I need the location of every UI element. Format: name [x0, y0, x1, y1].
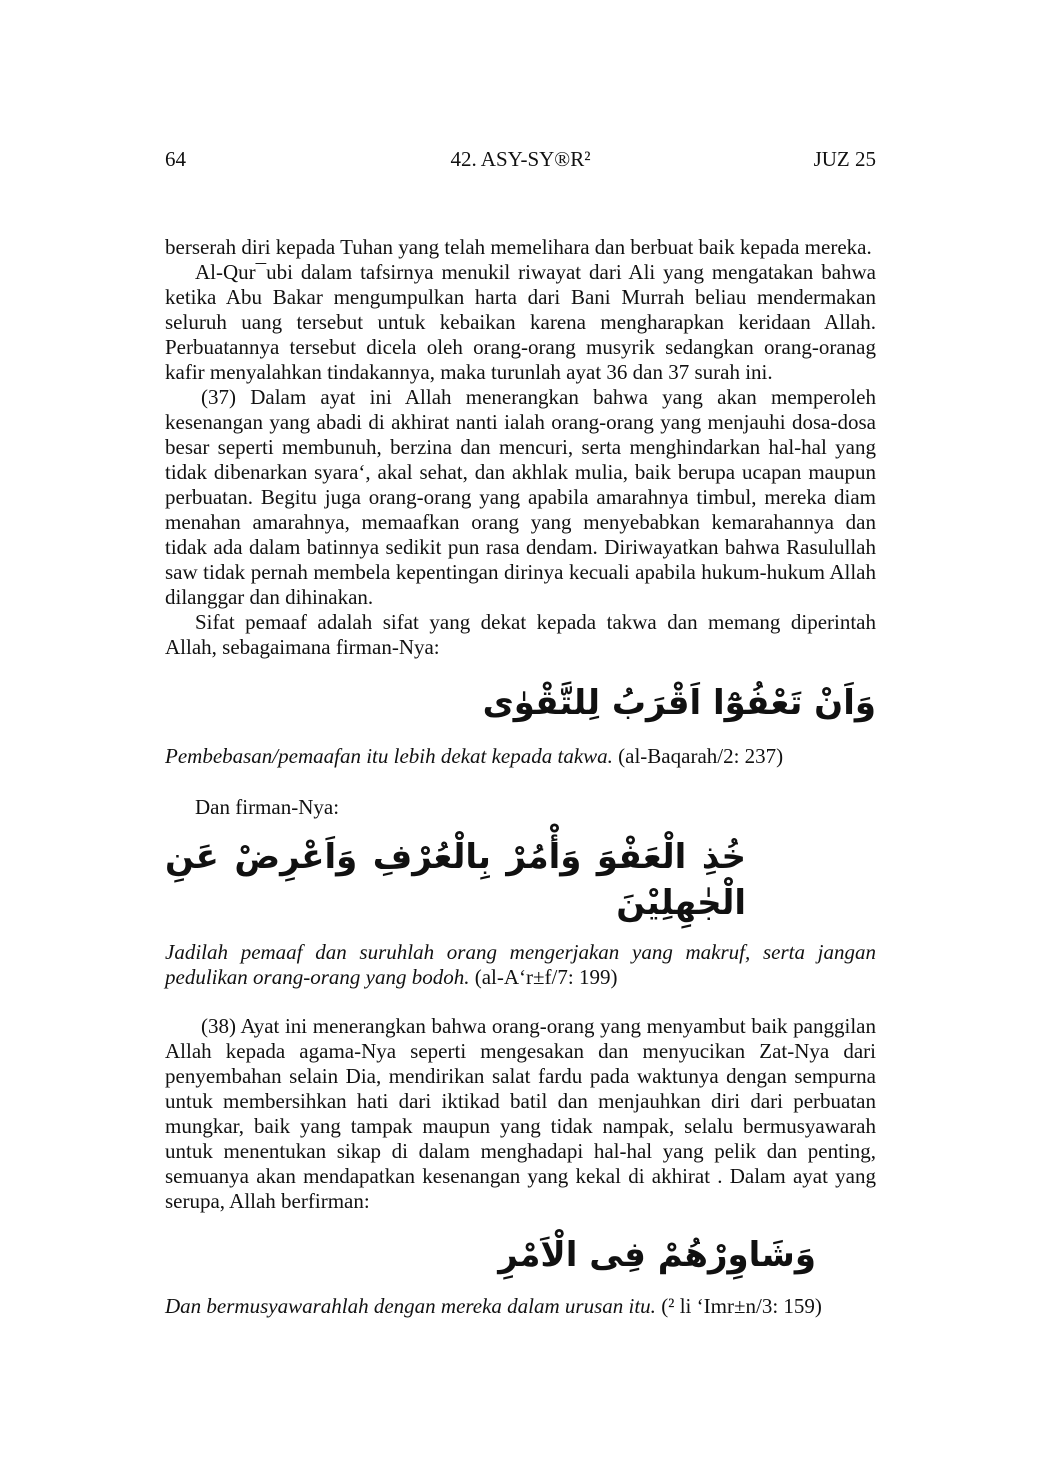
spacer: [165, 769, 876, 795]
page-header: [165, 145, 876, 175]
page-number: 64: [165, 147, 186, 171]
paragraph-continuation: berserah diri kepada Tuhan yang telah memelihara dan berbuat baik kepada mereka.: [165, 235, 872, 259]
translation-baqarah-text: Pembebasan/pemaafan itu lebih dekat kepada takwa.: [165, 744, 613, 768]
translation-araf: [165, 940, 876, 990]
reference-araf: (al-A‘r±f/7: 199): [469, 965, 618, 989]
spacer: [165, 990, 876, 1014]
paragraph-verse-38: (38) Ayat ini menerangkan bahwa orang-orang yang menyambut baik panggilan Allah kepada agama-Nya seperti mengesakan dan menyucikan Zat-Nya dari penyembahan selain Dia, mendirikan salat fardu pada waktunya dengan sempurna untuk membersihkan hati dari iktikad batil dan menjauhkan diri dari perbuatan mungkar, baik yang tampak maupun yang tidak nampak, selalu bermusyawarah untuk menentukan sikap di dalam menghadapi hal-hal yang pelik dan penting, semuanya akan mendapatkan kesenangan yang kekal di akhirat . Dalam ayat yang serupa, Allah berfirman:: [165, 1014, 876, 1213]
page-body: [165, 235, 876, 1319]
paragraph-qurtubi: Al-Qur¯ubi dalam tafsirnya menukil riwayat dari Ali yang mengatakan bahwa ketika Abu Bakar mengumpulkan harta dari Bani Murrah beliau mendermakan seluruh uang tersebut untuk kebaikan karena mengharapkan keridaan Allah. Perbuatannya tersebut dicela oleh orang-orang musyrik sedangkan orang-oranag kafir menyalahkan tindakannya, maka turunlah ayat 36 dan 37 surah ini.: [165, 260, 876, 384]
surah-title: 42. ASY-SY®R²: [450, 147, 591, 171]
juz-label: JUZ 25: [813, 147, 876, 171]
reference-baqarah: (al-Baqarah/2: 237): [612, 744, 784, 768]
reference-ali-imran: (² li ‘Imr±n/3: 159): [655, 1294, 822, 1318]
translation-ali-imran-text: Dan bermusyawarahlah dengan mereka dalam urusan itu.: [165, 1294, 656, 1318]
translation-ali-imran: [165, 1294, 876, 1319]
arabic-verse-baqarah: وَاَنْ تَعْفُوْٓا اَقْرَبُ لِلتَّقْوٰى: [482, 683, 876, 723]
translation-baqarah: [165, 744, 876, 769]
arabic-verse-araf: خُذِ الْعَفْوَ وَأْمُرْ بِالْعُرْفِ وَاَعْرِضْ عَنِ الْجٰهِلِيْنَ: [165, 837, 746, 923]
translation-araf-text: Jadilah pemaaf dan suruhlah orang mengerjakan yang makruf, serta jangan pedulikan orang-orang yang bodoh.: [165, 940, 876, 989]
paragraph-verse-37: (37) Dalam ayat ini Allah menerangkan bahwa yang akan memperoleh kesenangan yang abadi di akhirat nanti ialah orang-orang yang menjauhi dosa-dosa besar seperti membunuh, berzina dan mencuri, serta menghindarkan hal-hal yang tidak dibenarkan syara‘, akal sehat, dan akhlak mulia, baik berupa ucapan maupun perbuatan. Begitu juga orang-orang yang apabila amarahnya timbul, mereka diam menahan amarahnya, memaafkan orang yang menyebabkan kemarahannya dan tidak ada dalam batinnya sedikit pun rasa dendam. Diriwayatkan bahwa Rasulullah saw tidak pernah membela kepentingan dirinya kecuali apabila hukum-hukum Allah dilanggar dan dihinakan.: [165, 385, 876, 609]
paragraph-firman: Dan firman-Nya:: [195, 795, 340, 819]
arabic-verse-ali-imran: وَشَاوِرْهُمْ فِى الْاَمْرِ: [498, 1235, 816, 1275]
paragraph-pemaaf: Sifat pemaaf adalah sifat yang dekat kepada takwa dan memang diperintah Allah, sebagaimana firman-Nya:: [165, 610, 876, 659]
